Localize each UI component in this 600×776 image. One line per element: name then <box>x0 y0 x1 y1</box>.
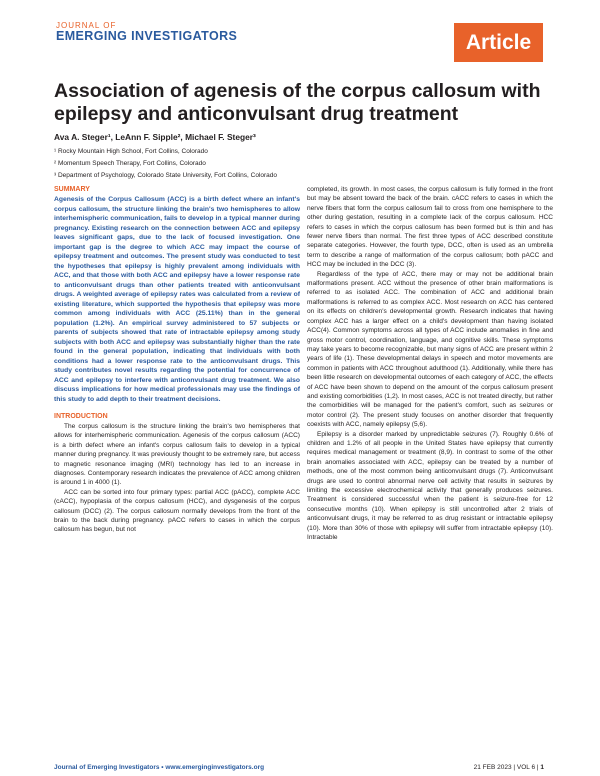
logo-small-text: JOURNAL OF <box>56 21 117 30</box>
footer-volume: VOL 6 <box>516 764 536 771</box>
summary-heading: SUMMARY <box>54 186 90 193</box>
body-paragraph-3: Epilepsy is a disorder marked by unpredictable seizures (7). Roughly 0.6% of children and 1.2% of all people in the United States have epilepsy that currently requires medical management or treatment (8,9). In contrast to some of the other brain anomalies associated with ACC, epilepsy can be treated by a number of methods, one of the most common being anticonvulsant drugs (7). Anticonvulsant drugs are used to control abnormal nerve cell activity that results in seizures by limiting the excessive electrochemical activity that generally produces seizures. Treatment is considered successful when the patient is seizure-free for 12 consecutive months (10). When epilepsy is still uncontrolled after 2 trials of anticonvulsant drugs, it may be referred to as drug resistant or intractable epilepsy (10). More than 30% of those with epilepsy will suffer from intractable epilepsy (10). Intractable <box>307 430 553 542</box>
affiliations <box>54 146 277 183</box>
right-column <box>307 185 553 542</box>
intro-paragraph-2: ACC can be sorted into four primary types: partial ACC (pACC), complete ACC (cACC), hypoplasia of the corpus callosum (HCC), and dysgenesis of the corpus callosum (DCC) (2). The corpus callosum normally develops from the front of the brain to the back during pregnancy. pACC refers to cases in which the corpus callosum has begun, but not <box>54 488 300 534</box>
affiliation-3: ³ Department of Psychology, Colorado State University, Fort Collins, Colorado <box>54 172 278 180</box>
affiliation-2: ² Momentum Speech Therapy, Fort Collins, Colorado <box>54 160 206 168</box>
body-paragraph-1: completed, its growth. In most cases, the corpus callosum is fully formed in the front but may be absent toward the back of the brain. cACC refers to cases in which the nerve fibers that form the corpus callosum fail to cross from one hemisphere to the other during gestation, resulting in a complete lack of the corpus callosum. HCC refers to cases in which the corpus callosum has been formed but is thin and has fewer nerve fibers than normal. The first three types of ACC described constitute separate categories. However, the fourth type, DCC, often is used as an umbrella term to describe a range of malformation of the corpus callosum; both pACC and HCC may be included in the DCC (3). <box>307 186 553 269</box>
affiliation-1: ¹ Rocky Mountain High School, Fort Collins, Colorado <box>54 148 208 155</box>
footer-date: 21 FEB 2023 <box>473 764 512 771</box>
journal-logo[interactable] <box>56 22 237 43</box>
footer-journal-link[interactable]: Journal of Emerging Investigators • www.emerginginvestigators.org <box>54 764 265 771</box>
footer-page-number: 1 <box>540 764 544 771</box>
footer-meta: 21 FEB 2023 | VOL 6 | 1 <box>473 764 544 771</box>
author-list: Ava A. Steger¹, LeAnn F. Sipple², Michael F. Steger³ <box>54 132 256 142</box>
summary-text: Agenesis of the Corpus Callosum (ACC) is a birth defect where an infant's corpus callosum, the structure linking the brain's two hemispheres to allow interhemispheric communication, fails to develop in a typical manner during pregnancy. Existing research on the connection between ACC and epilepsy leaves significant gaps, due to the lack of focused investigation. One important gap is the degree to which ACC may impact the course of epilepsy treatment and outcomes. The present study was conducted to test the hypotheses that epilepsy is highly prevalent among individuals with ACC, and that those with both ACC and epilepsy have a lower response rate to anticonvulsant drugs than other patients treated with anticonvulsant drugs. A weighted average of epilepsy rates was calculated from a review of existing literature, which supported the hypothesis that epilepsy was more common among individuals with ACC (25.11%) than in the general population (1.2%). An empirical survey administered to 57 subjects or parents of subjects showed that rate of intractable epilepsy among study subjects with both ACC and epilepsy was substantially higher than the rate found in the general population, indicating that individuals with both conditions had a lower response rate to the anticonvulsant drugs. This study contributes novel results regarding the potential for concurrence of ACC and epilepsy to interfere with anticonvulsant drug treatment. We also discuss implications for how medical professionals may use the findings of this study to add depth to their treatment decisions. <box>54 196 300 403</box>
introduction-heading: INTRODUCTION <box>54 413 108 420</box>
article-title: Association of agenesis of the corpus callosum with epilepsy and anticonvulsant drug treatment <box>54 80 541 125</box>
logo-big-text: EMERGING INVESTIGATORS <box>56 29 238 43</box>
left-column <box>54 185 300 535</box>
article-type-badge: Article <box>454 23 543 62</box>
body-paragraph-2: Regardless of the type of ACC, there may or may not be additional brain malformations present. ACC without the presence of other brain malformations is referred to as isolated ACC. The combination of ACC and additional brain malformations is referred to as complex ACC. Most research on ACC has centered on its effects on children's developmental growth. Research indicates that having complex ACC has a larger effect on a child's development than having isolated ACC(4). Common symptoms across all types of ACC include anomalies in fine and gross motor control, coordination, language, and cognitive skills. These symptoms may take years to become recognizable, but many signs of ACC are present within 2 years of life (1). These developmental delays in speech and motor movements are common in patients with ACC throughout adulthood (1). Additionally, while there has been little research on developmental outcomes of each category of ACC, the effects of ACC have been shown to depend on the amount of the corpus callosum present and existing comorbidities (1,2). In most cases, ACC is not treated directly, but rather the comorbidities will be managed for the patient's comfort, such as seizures or motor control (2). The present study focuses on another disorder that frequently coexists with ACC, namely epilepsy (5,6). <box>307 270 553 429</box>
intro-paragraph-1: The corpus callosum is the structure linking the brain's two hemispheres that allows for interhemispheric communication. Agenesis of the corpus callosum (ACC) is a birth defect where an infant's corpus callosum fails to develop in a typical manner during pregnancy. It was previously thought to be extremely rare, but access to magnetic resonance imaging (MRI) technology has led to an increase in diagnoses. Contemporary research indicates the prevalence of ACC among children is around 1 in 4000 (1). <box>54 423 300 487</box>
